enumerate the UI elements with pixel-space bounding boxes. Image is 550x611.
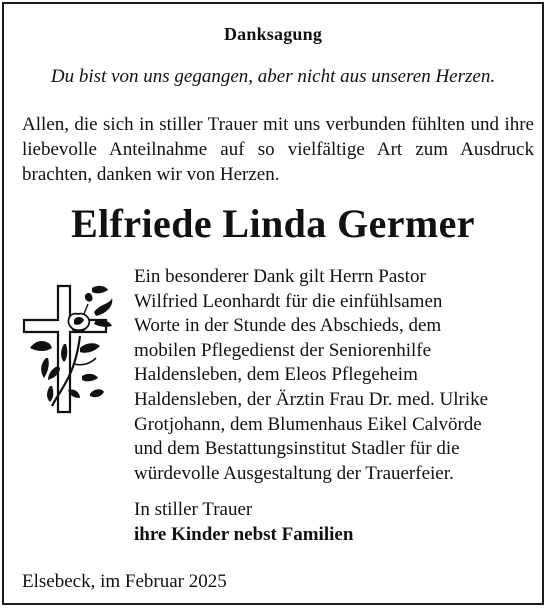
thanks-line: Haldensleben, dem Eleos Pflegeheim	[134, 364, 418, 386]
thanks-line: Ein besonderer Dank gilt Herrn Pastor	[134, 266, 426, 287]
thanks-line: Wilfried Leonhardt für die einfühlsamen	[134, 290, 443, 312]
deceased-name: Elfriede Linda Germer	[71, 201, 475, 246]
thanks-line: würdevolle Ausgestaltung der Trauerfeier.	[134, 462, 454, 484]
notice-heading: Danksagung	[223, 24, 323, 44]
signature-line: ihre Kinder nebst Familien	[134, 524, 354, 545]
thanks-line: und dem Bestattungsinstitut Stadler für die	[134, 438, 460, 460]
obituary-notice-frame	[2, 2, 544, 605]
thanks-line: Haldensleben, der Ärztin Frau Dr. med. Ulrike	[134, 388, 489, 410]
notice-motto: Du bist von uns gegangen, aber nicht aus unseren Herzen.	[50, 66, 496, 87]
closing-phrase: In stiller Trauer	[134, 499, 253, 520]
thanks-line: Worte in der Stunde des Abschieds, dem	[134, 315, 442, 337]
thanks-line: mobilen Pflegedienst der Seniorenhilfe	[134, 339, 432, 361]
thanks-paragraph	[134, 265, 534, 486]
intro-paragraph: Allen, die sich in stiller Trauer mit uns verbunden fühlten und ihre liebevolle Anteilnahme auf so vielfältige Art zum Ausdruck brachten, danken wir von Herzen.	[22, 114, 534, 185]
closing-block	[134, 497, 534, 547]
thanks-line: Grotjohann, dem Blumenhaus Eikel Calvörde	[134, 413, 482, 435]
place-date: Elsebeck, im Februar 2025	[22, 571, 227, 592]
cross-with-rose-icon	[20, 282, 115, 417]
